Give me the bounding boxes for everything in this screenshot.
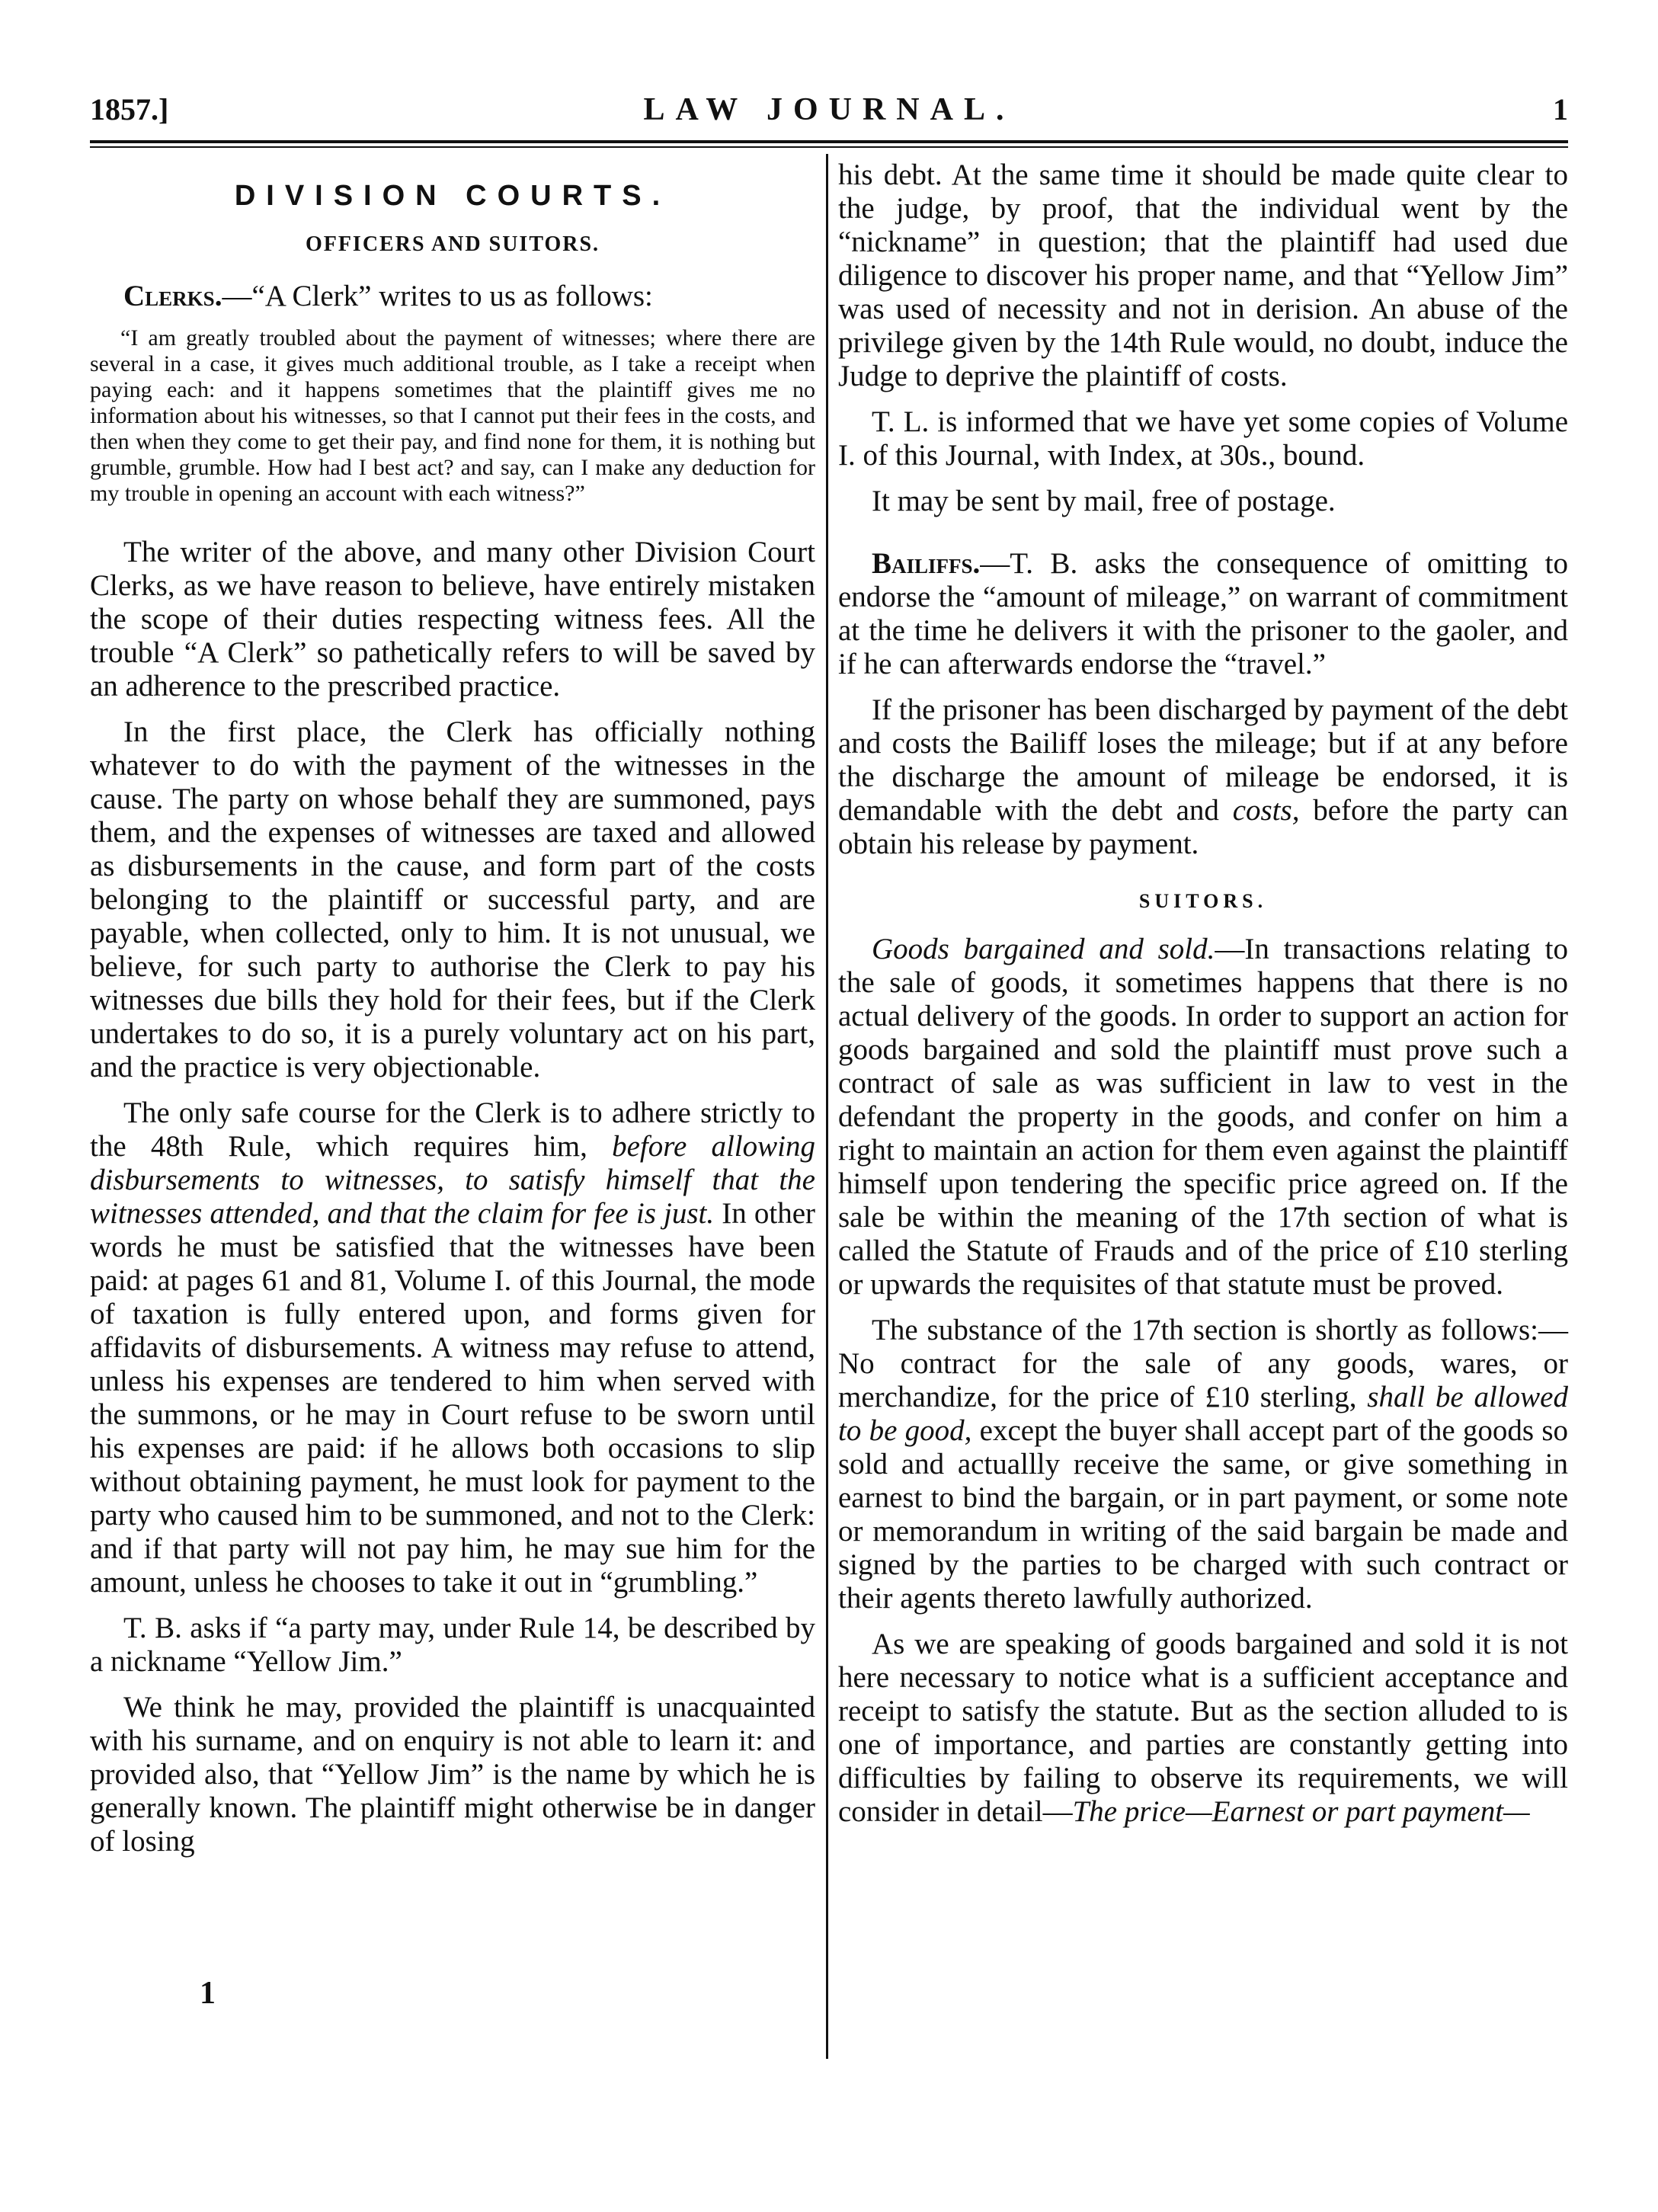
paragraph: his debt. At the same time it should be made quite clear to the judge, by proof, that the individual went by the “nickname” in question; that the plaintiff had used due diligence to discover his proper name, and that “Yellow Jim” was used of necessity and not in derision. An abuse of the privilege given by the 14th Rule would, no doubt, induce the Judge to deprive the plaintiff of costs. xyxy=(838,158,1568,392)
text-run: except the buyer shall accept part of the goods so sold and actuallly receive the same, or give something in earnest to bind the bargain, or in part payment, or some note or memorandum in writing of the said bargain be made and signed by the parties to be charged with such contract or their agents thereto lawfully authorized. xyxy=(838,1414,1568,1615)
paragraph: T. L. is informed that we have yet some copies of Volume I. of this Journal, with Index, at 30s., bound. xyxy=(838,405,1568,472)
italic-run: costs, xyxy=(1232,794,1300,827)
text-run: In other words he must be satisfied that the witnesses have been paid: at pages 61 and 81, Volume I. of this Journal, the mode of taxation is fully entered upon, and forms given for affidavits of disbursements. A witness may refuse to attend, unless his expenses are tendered to him when served with the summons, or he may in Court refuse to be sworn until his expenses are paid: if he allows both occasions to slip without obtaining payment, he must look for payment to the party who caused him to be summoned, and not to the Clerk: and if that party will not pay him, he may sue him for the amount, unless he chooses to take it out in “grumbling.” xyxy=(90,1197,815,1599)
header-rule-thin xyxy=(90,146,1568,148)
subsection-title: OFFICERS AND SUITORS. xyxy=(305,232,600,256)
column-divider xyxy=(826,154,828,2059)
italic-run: Goods bargained and sold. xyxy=(872,933,1215,965)
header-year: 1857.] xyxy=(90,92,169,126)
paragraph: We think he may, provided the plaintiff is unacquainted with his surname, and on enquiry is not able to learn it: and provided also, that “Yellow Jim” is the name by which he is generally known. The plaintiff might otherwise be in danger of losing xyxy=(90,1691,815,1858)
header-rule-thick xyxy=(90,140,1568,143)
header-title: LAW JOURNAL. xyxy=(643,92,1015,127)
paragraph: The writer of the above, and many other Division Court Clerks, as we have reason to believe, have entirely mistaken the scope of their duties respecting witness fees. All the trouble “A Clerk” so pathetically refers to will be saved by an adherence to the prescribed practice. xyxy=(90,536,815,703)
paragraph: It may be sent by mail, free of postage. xyxy=(872,485,1336,517)
right-column xyxy=(838,158,1568,1829)
text-run: As we are speaking of goods bargained and sold it is not here necessary to notice what is a sufficient acceptance and receipt to satisfy the statute. But as the section alluded to is one of importance, and parties are constantly getting into difficulties by failing to observe its requirements, we will consider in detail— xyxy=(838,1628,1568,1828)
section-title: DIVISION COURTS. xyxy=(234,180,671,212)
italic-run: shall be allowed to be good, xyxy=(838,1381,1568,1447)
paragraph xyxy=(838,1314,1568,1615)
italic-run: The price—Earnest or part payment— xyxy=(1072,1795,1530,1828)
paragraph: In the first place, the Clerk has officially nothing whatever to do with the payment of the witnesses in the cause. The party on whose behalf they are summoned, pays them, and the expenses of witnesses are taxed and allowed as disbursements in the cause, and form part of the costs belonging to the plaintiff or successful party, and are payable, when collected, only to him. It is not unusual, we believe, for such party to authorise the Clerk to pay his witnesses due bills they hold for their fees, but if the Clerk undertakes to do so, it is a purely voluntary act on his part, and the practice is very objectionable. xyxy=(90,715,815,1084)
text-run: —T. B. asks the consequence of omitting to endorse the “amount of mileage,” on warrant of commitment at the time he delivers it with the prisoner to the gaoler, and if he can afterwards endorse the “travel.” xyxy=(838,547,1568,680)
text-run: before the party can obtain his release by payment. xyxy=(838,794,1568,860)
paragraph xyxy=(838,693,1568,861)
page-signature-mark: 1 xyxy=(200,1976,216,2011)
page-header xyxy=(90,91,1568,139)
bailiffs-label: Bailiffs. xyxy=(872,547,981,580)
text-run: The only safe course for the Clerk is to adhere strictly to the 48th Rule, which requires him, xyxy=(90,1096,815,1163)
clerk-letter-quote xyxy=(90,325,815,507)
quote-text: “I am greatly troubled about the payment of witnesses; where there are several in a case, it gives much additional trouble, as I take a receipt when paying each: and it happens sometimes that the plaintiff gives me no information about his witnesses, so that I cannot put their fees in the costs, and then when they come to get their pay, and find none for them, it is nothing but grumble, grumble. How had I best act? and say, can I make any deduction for my trouble in opening an account with each witness?” xyxy=(90,325,815,506)
suitors-title: SUITORS. xyxy=(1138,890,1268,912)
text-run: The substance of the 17th section is shortly as follows:—No contract for the sale of any goods, wares, or merchandize, for the price of £10 sterling, xyxy=(838,1314,1568,1413)
text-run: —In transactions relating to the sale of goods, it sometimes happens that there is no actual delivery of the goods. In order to support an action for goods bargained and sold the plaintiff must prove such a contract of sale as was sufficient in law to vest in the defendant the property in the goods, and confer on him a right to maintain an action for them even against the plaintiff himself upon tendering the specific price agreed on. If the sale be within the meaning of the 17th section of what is called the Statute of Frauds and of the price of £10 sterling or upwards the requisites of that statute must be proved. xyxy=(838,933,1569,1301)
text-run: If the prisoner has been discharged by payment of the debt and costs the Bailiff loses the mileage; but if at any before the discharge the amount of mileage be endorsed, it is demandable with the debt and xyxy=(838,693,1568,827)
header-page-number: 1 xyxy=(1553,92,1568,126)
paragraph xyxy=(90,1096,815,1599)
paragraph: T. B. asks if “a party may, under Rule 14, be described by a nickname “Yellow Jim.” xyxy=(90,1612,815,1678)
clerks-intro-text: —“A Clerk” writes to us as follows: xyxy=(222,280,653,312)
left-column xyxy=(90,158,815,1858)
paragraph xyxy=(838,933,1568,1301)
bailiffs-paragraph xyxy=(838,547,1568,681)
italic-run: before allowing disbursements to witnesses, to satisfy himself that the witnesses attended, and that the claim for fee is just. xyxy=(90,1130,815,1230)
paragraph xyxy=(838,1628,1568,1829)
clerks-label: Clerks. xyxy=(123,280,222,312)
clerks-intro xyxy=(90,280,815,313)
